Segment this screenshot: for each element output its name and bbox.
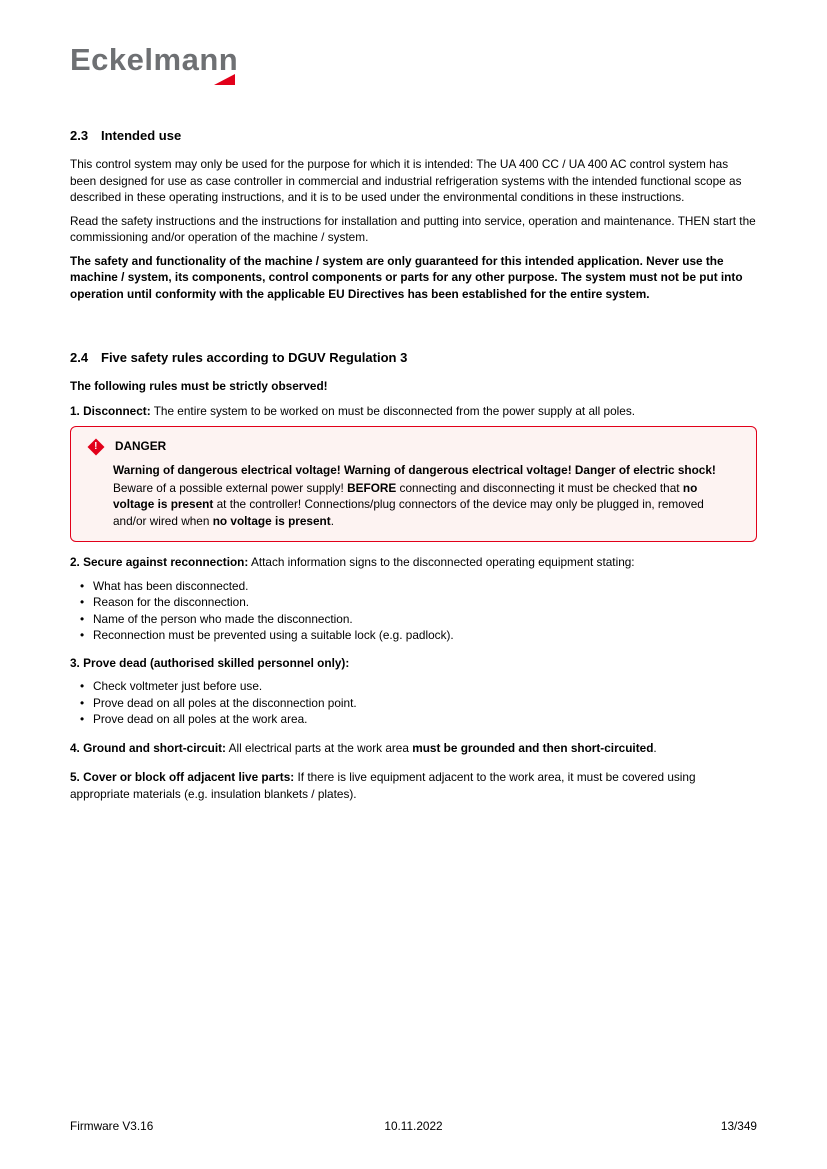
paragraph-intended-use-2: Read the safety instructions and the instructions for installation and putting into service, operation and maintenance. THEN start the commissioning and/or operation of the machine / system.	[70, 213, 756, 244]
rules-intro: The following rules must be strictly observed!	[70, 379, 328, 393]
footer-date: 10.11.2022	[384, 1119, 443, 1133]
logo-wordmark: Eckelmann	[70, 42, 239, 77]
exclamation-glyph: !	[94, 441, 98, 452]
text-segment: All electrical parts at the work area	[226, 740, 413, 755]
text-segment: .	[330, 513, 334, 528]
text-segment: 4. Ground and short-circuit:	[70, 740, 226, 755]
bullet-item: • What has been disconnected.	[80, 578, 757, 595]
bullet-item: • Prove dead on all poles at the work area.	[80, 711, 757, 728]
bullet-item: • Name of the person who made the disconnection.	[80, 611, 757, 628]
section-title: Five safety rules according to DGUV Regulation 3	[101, 350, 408, 365]
text-segment: The entire system to be worked on must be disconnected from the power supply at all poles.	[150, 403, 636, 418]
rule-3-prove-dead: 3. Prove dead (authorised skilled personnel only):	[70, 655, 350, 670]
rule-4-ground	[70, 740, 757, 757]
rule-2-secure	[70, 554, 757, 571]
text-segment: connecting and disconnecting it must be checked that	[396, 480, 683, 495]
section-number: 2.4	[70, 350, 89, 365]
paragraph-intended-use-1: This control system may only be used for the purpose for which it is intended: The UA 400 CC / UA 400 AC control system has been designed for use as case controller in commercial and industrial refrigeration systems with the intended functional scope as described in these operating instructions, and it is to be used under the environmental conditions in these instructions.	[70, 157, 742, 204]
text-segment: 1. Disconnect:	[70, 403, 151, 418]
paragraph-intended-use-warning: The safety and functionality of the machine / system are only guaranteed for this intended application. Never use the machine / system, its components, control components or parts for any other purpose. The system must not be put into operation until conformity with the applicable EU Directives has been established for the entire system.	[70, 253, 743, 301]
text-segment: If there is live equipment adjacent to the work area, it must be covered using appropriate materials (e.g. insulation blankets / plates).	[70, 770, 696, 801]
text-segment: 2. Secure against reconnection:	[70, 555, 249, 569]
text-segment: must be grounded and then short-circuited	[412, 740, 654, 755]
danger-text	[113, 480, 740, 530]
logo	[70, 42, 238, 78]
bullet-item: • Reason for the disconnection.	[80, 594, 757, 611]
logo-triangle-icon	[214, 74, 235, 85]
text-segment: .	[653, 740, 657, 755]
section-heading-2-3	[70, 128, 757, 143]
page-footer	[70, 1119, 757, 1133]
bullet-item: • Check voltmeter just before use.	[80, 678, 757, 695]
danger-header	[87, 439, 740, 453]
rule-2-bullet-list	[70, 578, 757, 644]
rule-3-bullet-list	[70, 678, 757, 728]
danger-box	[70, 426, 757, 542]
text-segment: Beware of a possible external power supply!	[113, 480, 348, 495]
text-segment: no voltage is present	[113, 480, 698, 511]
danger-label: DANGER	[115, 439, 167, 453]
section-title: Intended use	[101, 128, 182, 143]
text-segment: Attach information signs to the disconnected operating equipment stating:	[248, 555, 635, 569]
footer-page-number: 13/349	[720, 1119, 757, 1133]
danger-body	[113, 462, 740, 529]
text-segment: at the controller! Connections/plug connectors of the device may only be plugged in, removed and/or wired when	[113, 497, 704, 528]
section-number: 2.3	[70, 128, 89, 143]
rule-5-cover	[70, 769, 757, 802]
section-heading-2-4	[70, 350, 757, 365]
text-segment: no voltage is present	[212, 513, 331, 528]
text-segment: 5. Cover or block off adjacent live parts:	[70, 770, 295, 784]
footer-firmware-version: Firmware V3.16	[70, 1119, 154, 1133]
rule-1-disconnect	[70, 403, 757, 420]
text-segment: BEFORE	[347, 480, 397, 495]
bullet-item: • Prove dead on all poles at the disconnection point.	[80, 695, 757, 712]
danger-diamond-icon	[88, 439, 105, 456]
bullet-item: • Reconnection must be prevented using a suitable lock (e.g. padlock).	[80, 627, 757, 644]
danger-heading: Warning of dangerous electrical voltage! Warning of dangerous electrical voltage! Danger of electric shock!	[113, 463, 716, 477]
